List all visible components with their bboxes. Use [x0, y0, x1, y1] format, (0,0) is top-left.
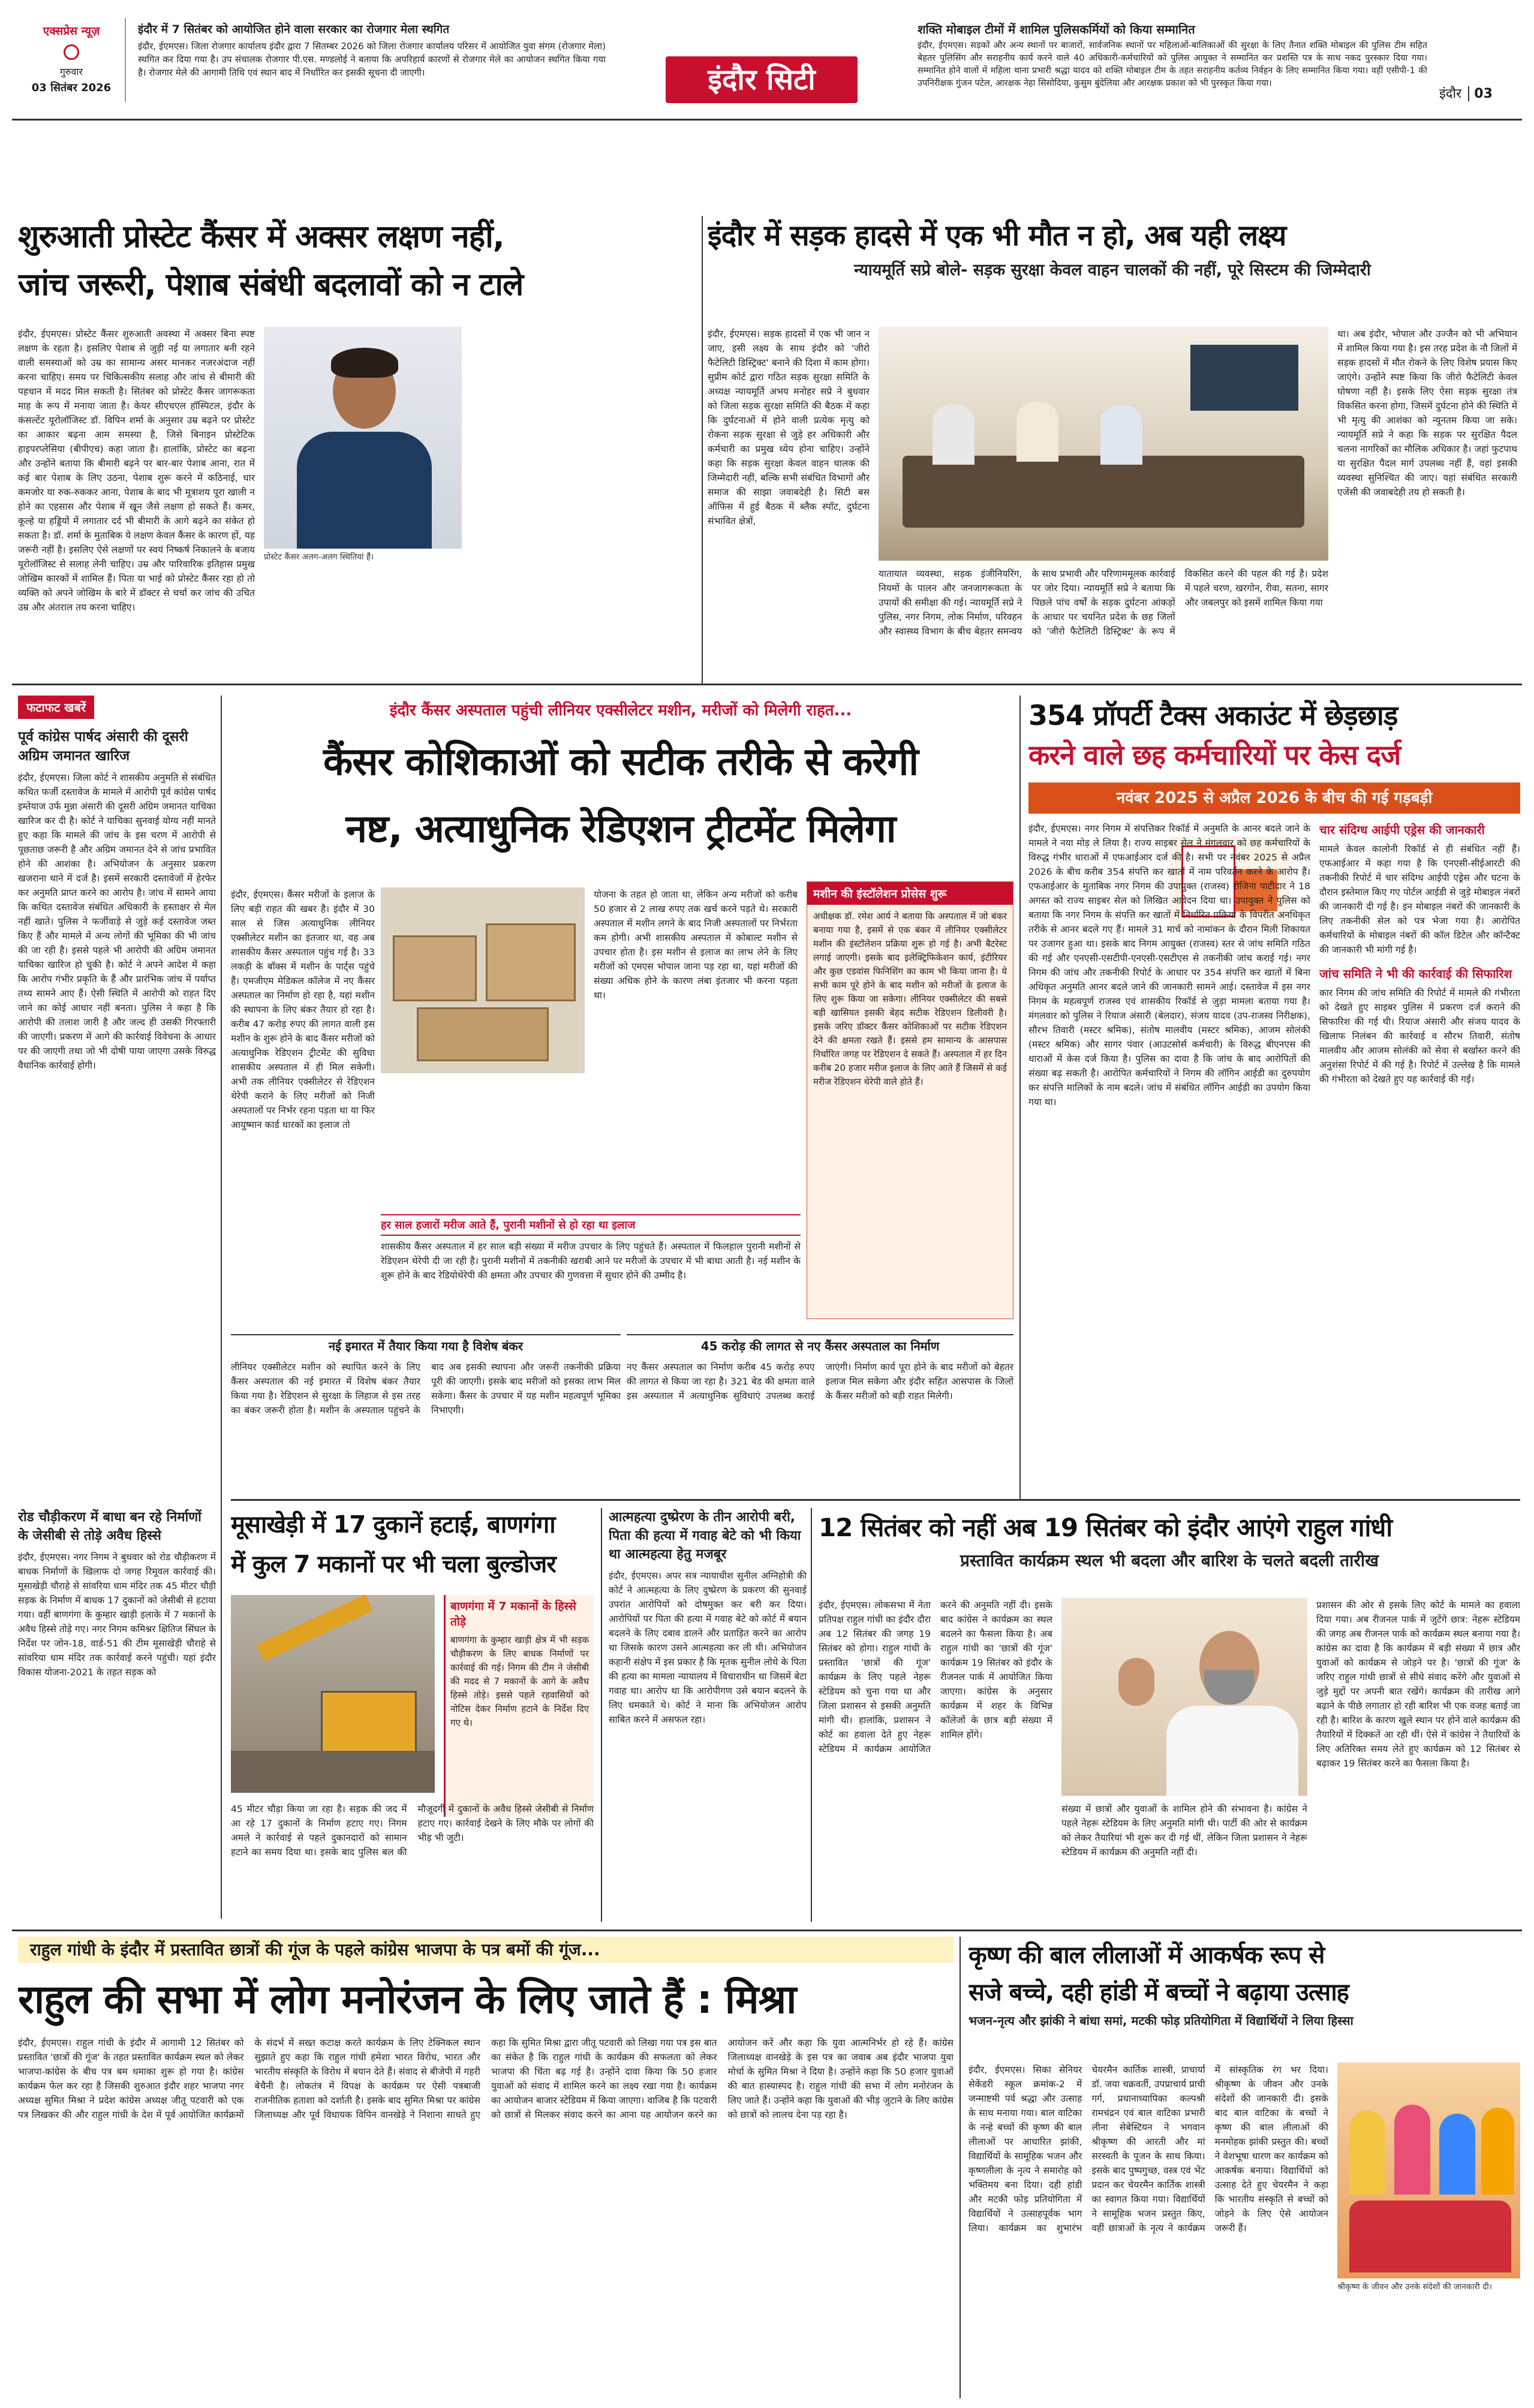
tax-side-h2: जांच समिति ने भी की कार्रवाई की सिफारिश: [1319, 967, 1512, 981]
krishna-headline-line2: सजे बच्चे, दही हांडी में बच्चों ने बढ़ाया उत्साह: [968, 1979, 1349, 2006]
linac-kicker: इंदौर कैंसर अस्पताल पहुंची लीनियर एक्सीलेटर मशीन, मरीजों को मिलेगी राहत...: [389, 702, 852, 720]
fatafat-body: इंदौर, ईएमएस। जिला कोर्ट ने शासकीय अनुमति से संबंधित कथित फर्जी दस्तावेज के मामले में आरोपी पूर्व कांग्रेस पार्षद इम्तेयाज उर्फ मुन्ना अंसारी की दूसरी अग्रिम जमानत याचिका खारिज कर दी है। कोर्ट ने याचिका सुनवाई योग्य नहीं मानते हुए कहा कि मामले की जांच के इस चरण में आरोपी से पूछताछ जरूरी है और अग्रिम जमानत देने से जांच प्रभावित होने की आशंका है। अभियोजन के अनुसार प्रकरण खजराना थाने में दर्ज है। इसमें सरकारी दस्तावेजों में हेरफेर कर अनुमति प्राप्त करने का आरोप है। जांच में सामने आया कि कथित दस्तावेज संबंधित अधिकारी के हस्ताक्षर से मेल नहीं खाते। पुलिस ने फर्जीवाड़े से जुड़े कई दस्तावेज जब्त किए हैं और मामले में अन्य लोगों की भूमिका की भी जांच की जा रही है। इससे पहले भी आरोपी की अग्रिम जमानत याचिका खारिज हो चुकी है। कोर्ट ने अपने आदेश में कहा कि आरोप गंभीर प्रकृति के हैं और प्रारंभिक जांच में पर्याप्त तथ्य सामने आए हैं। ऐसी स्थिति में आरोपी को राहत दिए जाने का कोई आधार नहीं बनता। पुलिस ने कहा है कि आरोपी की तलाश जारी है और जल्द ही उसकी गिरफ्तारी की जाएगी। प्रकरण में आगे की कार्रवाई विवेचना के आधार पर की जाएगी तथा जो भी दोषी पाया जाएगा उसके विरुद्ध वैधानिक कार्रवाई होगी।: [18, 772, 216, 1071]
ring-body: इंदौर, ईएमएस। नगर निगम ने बुधवार को रोड चौड़ीकरण में बाधक निर्माणों के खिलाफ दो जगह रिमूवल कार्रवाई की। मूसाखेड़ी चौराहे से सांवरिया धाम मंदिर तक 45 मीटर चौड़ी सड़क के निर्माण में बाधक 17 दुकानों को जेसीबी से हटाया गया। वहीं बाणगंगा के कुम्हार खाड़ी इलाके में 7 मकानों के अवैध हिस्से तोड़े गए। नगर निगम कमिश्नर क्षितिज सिंघल के निर्देश पर जोन-18, वार्ड-51 की टीम मूसाखेड़ी चौराहे से सांवरिया धाम मंदिर तक कार्रवाई करने पहुंची। यहां इंदौर विकास योजना-2021 के तहत सड़क को: [18, 1552, 216, 1678]
rahul2-body: इंदौर, ईएमएस। राहुल गांधी के इंदौर में आगामी 12 सितंबर को प्रस्तावित 'छात्रों की गूंज' के तहत प्रस्तावित कार्यक्रम स्थल को लेकर भाजपा-कांग्रेस के बीच पत्र बम धमाका शुरू हो गया है। कांग्रेस कार्यक्रम फेल कर रहा है जिसकी शुरुआत इंदौर शहर भाजपा नगर अध्यक्ष सुमित मिश्रा ने प्रदेश कांग्रेस अध्यक्ष जीतू पटवारी को एक पत्र लिखकर की और राहुल गांधी के देश में पूर्व आयोजित कार्यक्रमों के संदर्भ में सख्त कटाक्ष करते कार्यक्रम के लिए टेक्निकल स्थान सुझाते हुए कहा कि राहुल गांधी हमेशा भारत विरोध, भारत और भारतीय संस्कृति के विरोध में बयान देते हैं। संवाद से बीजेपी में गहरी बेचैनी है। लोकतंत्र में विपक्ष के कार्यक्रम पर ऐसी पत्रबाजी राजनीतिक हताशा को दर्शाती है। इसके बाद सुमित मिश्रा पर कांग्रेस जिलाध्यक्ष और पूर्व विधायक विपिन वानखेड़े ने निशाना साधते हुए कहा कि सुमित मिश्रा द्वारा जीतू पटवारी को लिखा गया पत्र इस बात का संकेत है कि राहुल गांधी के कार्यक्रम की सफलता को लेकर भाजपा की चिंता बढ़ गई है। उन्होंने दावा किया कि 50 हजार युवाओं को संवाद में शामिल करने का लक्ष्य रखा गया है। कार्यक्रम का आयोजन बाजार स्टेडियम में किया जाएगा। वाजिब है कि पटवारी को छात्रों से मिलकर संवाद करने का आना यह आयोजन करने का आयोजन करें और कहा कि युवा आत्मनिर्भर हो रहे हैं। कांग्रेस जिलाध्यक्ष वानखेड़े के इस पत्र का जवाब अब इंदौर भाजपा युवा मोर्चा के सुमित मिश्रा ने दिया है। उन्होंने कहा कि 50 हजार युवाओं की बात हास्यास्पद है। राहुल गांधी की सभा में लोग मनोरंजन के लिए जाते हैं। उन्होंने कहा कि युवाओं की भीड़ जुटाने के लिए कांग्रेस को छात्रों को लालच देना पड़ रहा है।: [18, 2037, 954, 2120]
tax-headline: [1028, 696, 1520, 779]
rahul1-body-right: प्रशासन की ओर से इसके लिए कोर्ट के मामले का हवाला दिया गया। अब रीजनल पार्क में जुटेंगे छात्र: नेहरू स्टेडियम की जगह अब रीजनल पार्क को कार्यक्रम स्थल बनाया गया है। कांग्रेस का दावा है कि कार्यक्रम में बड़ी संख्या में छात्र और युवाओं को कार्यक्रम से जोड़ने पर है। 'छात्रों की गूंज' के जरिए राहुल गांधी छात्रों से सीधे संवाद करेंगे और युवाओं से जुड़े मुद्दों पर अपनी बात रखेंगे। कार्यक्रम की तारीख आगे बढ़ाने के पीछे लगातार हो रही बारिश भी एक वजह बताई जा रही है। बारिश के कारण खुले स्थान पर होने वाले कार्यक्रम की तैयारियों में दिक्कतें आ रही थीं। ऐसे में कांग्रेस ने तैयारियों के लिए अतिरिक्त समय लेते हुए कार्यक्रम को 12 सितंबर से बढ़ाकर 19 सितंबर करने का फैसला किया है।: [1316, 1600, 1520, 1769]
rahul1-body-left: इंदौर, ईएमएस। लोकसभा में नेता प्रतिपक्ष राहुल गांधी का इंदौर दौरा अब 12 सितंबर की जगह 19 सितंबर को होगा। राहुल गांधी के प्रस्तावित 'छात्रों की गूंज' कार्यक्रम के लिए पहले नेहरू स्टेडियम को चुना गया था और जिला प्रशासन से इसकी अनुमति मांगी थी। हालांकि, प्रशासन ने कोर्ट का हवाला देते हुए नेहरू स्टेडियम में कार्यक्रम आयोजित करने की अनुमति नहीं दी। इसके बाद कांग्रेस ने कार्यक्रम का स्थल बदलने का फैसला किया है। अब राहुल गांधी का 'छात्रों की गूंज' कार्यक्रम 19 सितंबर को इंदौर के रीजनल पार्क में आयोजित किया जाएगा। कांग्रेस के अनुसार कार्यक्रम में शहर के विभिन्न कॉलेजों के छात्र बड़ी संख्या में शामिल होंगे।: [819, 1600, 1052, 1754]
ring-headline: रोड चौड़ीकरण में बाधा बन रहे निर्माणों के जेसीबी से तोड़े अवैध हिस्से: [18, 1510, 201, 1543]
tax-side-h1: चार संदिग्ध आईपी एड्रेस की जानकारी: [1319, 823, 1485, 837]
rahul2-divider: [959, 1937, 961, 2398]
brand-icon: [64, 44, 79, 60]
bulldozer-photo: [231, 1595, 435, 1793]
bulldozer-body: [321, 1691, 417, 1757]
linac-band1-body: शासकीय कैंसर अस्पताल में हर साल बड़ी संख्या में मरीज उपचार के लिए पहुंचते हैं। अस्पताल में फिलहाल पुरानी मशीनों से रेडिएशन थेरेपी दी जा रही है। पुरानी मशीनों में तकनीकी खराबी आने पर मरीजों के उपचार में भी बाधा आती है। नई मशीन के शुरू होने के बाद रेडियोथेरेपी की क्षमता और उपचार की गुणवत्ता में सुधार होने की उम्मीद है।: [381, 1241, 801, 1281]
rubble: [231, 1751, 435, 1793]
folio-city: इंदौर: [1439, 86, 1462, 101]
prostate-body-b: [474, 327, 696, 672]
prostate-divider: [702, 216, 703, 684]
rahul1-right: [1316, 1598, 1520, 1922]
doctor-hair: [331, 348, 398, 378]
musa-headline-line1: मूसाखेड़ी में 17 दुकानें हटाई, बाणगंगा: [231, 1511, 555, 1539]
top-left-body: इंदौर, ईएमएस। जिला रोजगार कार्यालय इंदौर द्वारा 7 सितम्बर 2026 को जिला रोजगार कार्यालय परिसर में आयोजित युवा संगम (रोजगार मेला) स्थगित कर दिया गया है। उप संचालक रोजगार पी.एस. मण्डलोई ने बताया कि अपरिहार्य कारणों से रोजगार मेले का आयोजन स्थगित किया गया है। रोजगार मेले की आगामी तिथि एवं स्थान बाद में निर्धारित कर इसकी सूचना दी जाएगी।: [138, 41, 606, 78]
rahul-hand: [1118, 1658, 1154, 1706]
krishna-photo: [1337, 2063, 1520, 2278]
prostate-headline: [18, 213, 696, 315]
child-2: [1394, 2105, 1430, 2195]
masthead-brand-box: [18, 18, 126, 102]
tax-band: नवंबर 2025 से अप्रैल 2026 के बीच की गई गड़बड़ी: [1028, 782, 1520, 814]
masthead-city-box: [624, 22, 900, 112]
krishna-headline: [968, 1937, 1520, 2057]
masthead-rule: [12, 119, 1522, 121]
road-meeting-photo: [879, 327, 1328, 561]
road-body-mid: यातायात व्यवस्था, सड़क इंजीनियरिंग, नियमों के पालन और जनजागरूकता के उपायों की समीक्षा की गई। न्यायमूर्ति सप्रे ने पुलिस, नगर निगम, लोक निर्माण, परिवहन और स्वास्थ्य विभाग के बीच बेहतर समन्वय के साथ प्रभावी और परिणाममूलक कार्रवाई पर जोर दिया। न्यायमूर्ति सप्रे ने बताया कि पिछले पांच वर्षों के सड़क दुर्घटना आंकड़ों के आधार पर चयनित प्रदेश के छह जिलों को 'जीरो फैटेलिटी डिस्ट्रिक्ट' के रूप में विकसित करने की पहल की गई है। प्रदेश में पहले चरण, खरगोन, रीवा, सतना, सागर और जबलपुर को इसमें शामिल किया गया: [879, 568, 1328, 637]
child-row-2: [1349, 2201, 1511, 2272]
linac-body-a: इंदौर, ईएमएस। कैंसर मरीजों के इलाज के लिए बड़ी राहत की खबर है। इंदौर में 30 साल से जिस अत्याधुनिक लीनियर एक्सीलेटर मशीन का इंतजार था, वह अब शासकीय कैंसर अस्पताल पहुंच गई है। 33 लकड़ी के बॉक्स में मशीन के पार्ट्स पहुंचे हैं। एमजीएम मेडिकल कॉलेज में नए कैंसर अस्पताल का निर्माण हो रहा है, यहां मशीन की स्थापना के लिए बंकर तैयार हो रहा है। करीब 47 करोड़ रुपए की लागत वाली इस मशीन के शुरू होने के बाद कैंसर मरीजों को अत्याधुनिक रेडिएशन ट्रीटमेंट की सुविधा शासकीय अस्पताल में ही मिल सकेगी। अभी तक लीनियर एक्सीलेटर से रेडिएशन थेरेपी कराने के लिए मरीजों को निजी अस्पतालों पर निर्भर रहना पड़ता था या फिर आयुष्मान कार्ड धारकों का इलाज तो: [231, 889, 375, 1130]
tax-side-b1: मामले केवल कालोनी रिकॉर्ड से ही संबंधित नहीं हैं। एफआईआर में कहा गया है कि एनएसी-सीईआरटी की तकनीकी रिपोर्ट में चार संदिग्ध आईपी एड्रेस और घटना के दौरान इस्तेमाल किए गए पोर्टल आईडी से जुड़े मोबाइल नंबरों की जानकारी दी गई है। इन मोबाइल नंबरों की जानकारी के लिए तकनीकी सेल को पत्र भेजा गया है। आरोपित कर्मचारियों के मोबाइल नंबरों की कॉल डिटेल और कॉन्टैक्ट की जानकारी भी मांगी गई है।: [1319, 844, 1520, 955]
tax-side-b2: कार निगम की जांच समिति की रिपोर्ट में मामले की गंभीरता को देखते हुए साइबर पुलिस में प्रकरण दर्ज कराने की सिफारिश की गई थी। रियाज अंसारी और संजय यादव के खिलाफ निलंबन की कार्रवाई व सौरभ तिवारी, संतोष मालवीय और आजम सोलंकी को सेवा से बर्खास्त करने की अनुशंसा रिपोर्ट में की गई है। रिपोर्ट में उल्लेख है कि मामले की गंभीरता को देखते हुए यह कार्रवाई की गई।: [1319, 988, 1520, 1085]
linac-box-body: अधीक्षक डॉ. रमेश आर्य ने बताया कि अस्पताल में जो बंकर बनाया गया है, इसमें से एक बंकर में लीनियर एक्सीलेटर मशीन की इंस्टॉलेशन प्रक्रिया शुरू हो गई है। अभी बैटरेस्ट लगाई जाएगी। इसके बाद इलेक्ट्रिफिकेशन कार्य, इंटीरियर और कुछ एडवांस फिनिशिंग का काम भी किया जाना है। ये सभी काम पूरे होने के बाद मशीन को मरीजों के इलाज के लिए शुरू किया जा सकेगा। लीनियर एक्सीलेटर की सबसे बड़ी खासियत इसकी बेहद सटीक रेडिएशन डिलीवरी है। इसके जरिए डॉक्टर कैंसर कोशिकाओं पर सटीक रेडिएशन देने की क्षमता रखते हैं। इससे हम सामान्य के आसपास निर्धारित जगह पर रेडिएशन दे सकते हैं। अस्पताल में हर दिन करीब 20 हजार मरीज इलाज के लिए आते हैं जिसमें से कई मरीज रेडिएशन थेरेपी वाले होते हैं।: [813, 911, 1007, 1087]
section1-rule: [12, 684, 1522, 685]
fatafat-headline: पूर्व कांग्रेस पार्षद अंसारी की दूसरी अग्रिम जमानत खारिज: [18, 729, 188, 764]
doctor-body: [297, 432, 432, 549]
suicide-column: [609, 1508, 807, 1922]
musa-box: [444, 1595, 594, 1817]
rahul2-headline: राहुल की सभा में लोग मनोरंजन के लिए जाते हैं : मिश्रा: [18, 1976, 796, 2022]
folio-page: 03: [1468, 86, 1493, 101]
rahul-body: [1166, 1706, 1298, 1796]
linac-install-box: [807, 881, 1013, 1319]
child-1: [1349, 2111, 1385, 2195]
child-4: [1481, 2108, 1514, 2195]
section2-rule: [231, 1499, 1520, 1501]
linac-headline: [231, 729, 1010, 872]
rahul-beard: [1204, 1670, 1255, 1705]
linac-band1: [381, 1214, 801, 1328]
top-right-news: [918, 22, 1427, 112]
rahul1-body-mid: संख्या में छात्रों और युवाओं के शामिल होने की संभावना है। कांग्रेस ने पहले नेहरू स्टेडियम के लिए अनुमति मांगी थी। पार्टी की ओर से कार्यक्रम को लेकर तैयारियां भी शुरू कर दी गई थीं, लेकिन जिला प्रशासन ने नेहरू स्टेडियम में कार्यक्रम की अनुमति नहीं दी।: [1061, 1804, 1307, 1858]
section3-rule: [12, 1930, 1522, 1931]
doctor-photo: [264, 327, 462, 549]
krishna-subhead: भजन-नृत्य और झांकी ने बांधा समां, मटकी फोड़ प्रतियोगिता में विद्यार्थियों ने लिया हिस्सा: [968, 2013, 1353, 2028]
meeting-screen: [1190, 345, 1298, 411]
linac-band3-title: 45 करोड़ की लागत से नए कैंसर अस्पताल का निर्माण: [627, 1334, 1013, 1356]
linac-headline-line1: कैंसर कोशिकाओं को सटीक तरीके से करेगी: [323, 740, 918, 784]
ring-column: [18, 1508, 216, 1928]
meeting-person-1: [933, 405, 974, 465]
prostate-headline-line1: शुरुआती प्रोस्टेट कैंसर में अक्सर लक्षण नहीं,: [18, 219, 504, 255]
rahul2-kicker: राहुल गांधी के इंदौर में प्रस्तावित छात्रों की गूंज के पहले कांग्रेस भाजपा के पत्र बमों की गूंज...: [18, 1937, 954, 1963]
crate-1: [393, 935, 477, 1001]
top-left-headline: इंदौर में 7 सितंबर को आयोजित होने वाला सरकार का रोजगार मेला स्थगित: [138, 23, 450, 36]
road-body-right: था। अब इंदौर, भोपाल और उज्जैन को भी अभियान में शामिल किया गया है। इस तरह प्रदेश के नौ जिलों में सड़क हादसों में मौत रोकने के लिए विशेष प्रयास किए जाएंगे। उन्होंने स्पष्ट किया कि जीरो फैटेलिटी केवल घोषणा नहीं है। इसके लिए ऐसा सड़क सुरक्षा तंत्र विकसित करना होगा, जिसमें दुर्घटना होने की स्थिति में भी मृत्यु की आशंका को न्यूनतम किया जा सके। न्यायमूर्ति सप्रे ने कहा कि सड़क पर सुरक्षित पैदल चलना नागरिकों का मौलिक अधिकार है। जहां फुटपाथ या सुरक्षित पैदल मार्ग उपलब्ध नहीं हैं, वहां इसकी व्यवस्था सुनिश्चित की जाए। यहां संबंधित सरकारी एजेंसी की जवाबदेही तय हो सकती है।: [1337, 329, 1517, 498]
linac-band3-body: नए कैंसर अस्पताल का निर्माण करीब 45 करोड़ रुपए की लागत से किया जा रहा है। 321 बेड की क्षमता वाले इस अस्पताल में अत्याधुनिक सुविधाएं उपलब्ध कराई जाएंगी। निर्माण कार्य पूरा होने के बाद मरीजों को बेहतर इलाज मिल सकेगा और इंदौर सहित आसपास के जिलों के कैंसर मरीजों को बड़ी राहत मिलेगी।: [627, 1362, 1013, 1401]
fatafat-divider: [221, 696, 222, 1919]
meeting-person-2: [1016, 402, 1058, 462]
linac-body-b: योजना के तहत हो जाता था, लेकिन अन्य मरीजों को करीब 50 हजार से 2 लाख रुपए तक खर्च करने पड़ते थे। सरकारी अस्पताल में मशीन लगने के बाद निजी अस्पतालों पर निर्भरता कम होगी। अभी शासकीय अस्पताल में कोबाल्ट मशीन से उपचार होता है। इस मशीन से इलाज का लाभ लेने के लिए मरीजों को एमएस भोपाल जाना पड़ रहा था, यहां मरीजों की संख्या अधिक होने के कारण लंबा इंतजार भी करना पड़ता था।: [594, 889, 798, 1001]
meeting-table: [903, 456, 1304, 528]
suicide-body: इंदौर, ईएमएस। अपर सत्र न्यायाधीश सुनील अग्निहोत्री की कोर्ट ने आत्महत्या के लिए दुष्प्रेरण के प्रकरण की सुनवाई उपरांत आरोपियों को दोषमुक्त कर बरी कर दिया। आरोपियों पर पिता की हत्या में गवाह बेटे को कोर्ट में बयान बदलने के लिए दबाव डालने और प्रताड़ित करने का आरोप था जिसके कारण उसने आत्महत्या कर ली थी। अभियोजन कहानी संक्षेप में इस प्रकार है कि मृतक सुनील लोधे के पिता की हत्या का मामला न्यायालय में विचाराधीन था जिसमें बेटा गवाह था। आरोप था कि आरोपीगण उसे बयान बदलने के लिए धमकाते थे। कोर्ट ने माना कि अभियोजन आरोप साबित करने में असफल रहा।: [609, 1570, 807, 1725]
linac-band1-title: हर साल हजारों मरीज आते हैं, पुरानी मशीनों से हो रहा था इलाज: [381, 1214, 801, 1236]
tax-body: इंदौर, ईएमएस। नगर निगम में संपत्तिकर रिकॉर्ड में अनुमति के आनर बदले जाने के मामले ने नया मोड़ ले लिया है। राज्य साइबर सेल ने मंगलवार को छह कर्मचारियों के विरुद्ध गंभीर धाराओं में एफआईआर दर्ज की है। सभी पर नवंबर 2025 से अप्रैल 2026 के बीच करीब 354 संपत्ति कर खातों में नाम परिवर्तन करने के आरोप हैं। एफआईआर के मुताबिक नगर निगम की उपायुक्त (राजस्व) रोजिना पाटीदार ने 18 अगस्त को राज्य साइबर सेल को लिखित आवेदन दिया था। उपायुक्त ने पुलिस को बताया कि नगर निगम के संपत्ति कर खातों में निर्धारित प्रक्रिया के विपरीत अनधिकृत तरीके से आनर बदले गए हैं। मामले 31 मार्च को नामांकन के दौरान मिली शिकायत पर उजागर हुआ था। इसके बाद निगम आयुक्त (राजस्व) स्तर से जांच समिति गठित की गई और एनएसी-एसटीपी-एनएसी-एसटीएस से तकनीकी जांच कराई गई। नगर निगम की जांच और तकनीकी रिपोर्ट के आधार पर 354 संपत्ति कर खातों में बिना अधिकृत अनुमति आनर बदले जाने की जानकारी सामने आई। दस्तावेज में इस नगर निगम के महत्वपूर्ण राजस्व एवं शासकीय रिकॉर्ड से जुड़ा मामला बताया गया है। मंगलवार को पुलिस ने रियाज अंसारी (बेलदार), संजय यादव (उप-राजस्व निरीक्षक), सौरभ तिवारी (मस्टर श्रमिक), संतोष मालवीय (मस्टर श्रमिक), आजम सोलंकी (मस्टर श्रमिक) और सागर पंवार (आउटसोर्स कर्मचारी) के विरुद्ध बीएनएस की धाराओं में केस दर्ज किया है। पुलिस का दावा है कि जांच के बाद आरोपितों की संख्या बढ़ सकती है। आरोपित कर्मचारियों ने निगम की लॉगिन आईडी का दुरुपयोग कर संपत्ति मालिकों के नाम बदले। जांच में संबंधित लॉगिन आईडी का उपयोग किया गया था।: [1028, 823, 1310, 1107]
linac-band2-body: लीनियर एक्सीलेटर मशीन को स्थापित करने के लिए कैंसर अस्पताल की नई इमारत में विशेष बंकर तैयार किया गया है। रेडिएशन से सुरक्षा के लिहाज से इस तरह का बंकर जरूरी होता है। मशीन के अस्पताल पहुंचने के बाद अब इसकी स्थापना और जरूरी तकनीकी प्रक्रिया पूरी की जाएगी। इसके बाद मरीजों को इसका लाभ मिल सकेगा। कैंसर के उपचार में यह मशीन महत्वपूर्ण भूमिका निभाएगी।: [231, 1362, 621, 1416]
prostate-body-a: इंदौर, ईएमएस। प्रोस्टेट कैंसर शुरुआती अवस्था में अक्सर बिना स्पष्ट लक्षण के रहता है। इसलिए पेशाब से जुड़ी नई या लगातार बनी रहने वाली समस्याओं को उम्र का सामान्य असर मानकर नजरअंदाज नहीं करना चाहिए। समय पर चिकित्सकीय सलाह और जांच से बीमारी की पहचान में मदद मिल सकती है। सितंबर को प्रोस्टेट कैंसर जागरूकता माह के रूप में मनाया जाता है। केयर सीएचएल हॉस्पिटल, इंदौर के कंसल्टेंट यूरोलॉजिस्ट डॉ. विपिन शर्मा के अनुसार उम्र बढ़ने पर प्रोस्टेट का आकार बढ़ना आम समस्या है, जिसे बिनाइन प्रोस्टेटिक हाइपरप्लेसिया (बीपीएच) कहा जाता है। हालांकि, प्रोस्टेट का बढ़ना और उन्होंने बताया कि बीमारी बढ़ने पर बार-बार पेशाब आना, रात में कई बार पेशाब के लिए उठना, पेशाब शुरू करने में कठिनाई, धार कमजोर या रुक-रुककर आना, पेशाब के बाद भी मूत्राशय पूरा खाली न होने का एहसास और पेशाब में खून जैसे लक्षण हो सकते हैं। कमर, कूल्हे या हड्डियों में लगातार दर्द भी बीमारी के आगे बढ़ने का संकेत हो सकता है। डॉ. शर्मा के मुताबिक ये लक्षण केवल कैंसर के कारण हों, यह जरूरी नहीं है। इसलिए ऐसे लक्षणों पर स्वयं निष्कर्ष निकालने के बजाय यूरोलॉजिस्ट से सलाह लेनी चाहिए। उम्र और पारिवारिक इतिहास प्रमुख जोखिम कारकों में शामिल हैं। पिता या भाई को प्रोस्टेट कैंसर रहा हो तो व्यक्ति को अपने जोखिम के बारे में डॉक्टर से चर्चा कर जांच की उचित उम्र और अंतराल तय करना चाहिए।: [18, 329, 255, 613]
bulldozer-arm: [257, 1595, 373, 1661]
issue-date: 03 सितंबर 2026: [31, 82, 112, 94]
meeting-person-3: [1100, 405, 1142, 465]
musa-box-body: बाणगंगा के कुम्हार खाड़ी क्षेत्र में भी सड़क चौड़ीकरण के लिए बाधक निर्माणों पर कार्रवाई की गई। निगम की टीम ने जेसीबी की मदद से 7 मकानों के आगे के अवैध हिस्से तोड़े। इससे पहले रहवासियों को नोटिस देकर निर्माण हटाने के निर्देश दिए गए थे।: [450, 1635, 589, 1728]
linac-band2-title: नई इमारत में तैयार किया गया है विशेष बंकर: [231, 1334, 621, 1356]
suicide-headline: आत्महत्या दुष्प्रेरण के तीन आरोपी बरी, पिता की हत्या में गवाह बेटे को भी किया था आत्महत्या हेतु मजबूर: [609, 1510, 801, 1562]
musa-headline: [231, 1505, 597, 1589]
suicide-divider: [811, 1508, 812, 1922]
linac-boxes-photo: [381, 887, 585, 1073]
road-headline-block: [708, 213, 1517, 321]
crate-3: [417, 1007, 549, 1061]
krishna-caption: श्रीकृष्ण के जीवन और उनके संदेशों की जानकारी दी।: [1337, 2282, 1492, 2292]
rahul1-headline: 12 सितंबर को नहीं अब 19 सितंबर को इंदौर आएंगे राहुल गांधी: [819, 1513, 1392, 1542]
rahul1-headline-block: [819, 1508, 1520, 1586]
child-3: [1439, 2114, 1475, 2195]
linac-headline-line2: नष्ट, अत्याधुनिक रेडिएशन ट्रीटमेंट मिलेगा: [345, 807, 896, 851]
issue-day: गुरुवार: [59, 66, 83, 77]
linac-box-title: मशीन की इंस्टॉलेशन प्रोसेस शुरू: [807, 882, 1013, 905]
rahul-photo: [1061, 1598, 1307, 1796]
krishna-headline-line1: कृष्ण की बाल लीलाओं में आकर्षक रूप से: [968, 1942, 1325, 1969]
city-title: इंदौर सिटी: [666, 56, 858, 103]
page-folio: [1439, 84, 1523, 108]
linac-tax-divider: [1019, 696, 1021, 1499]
linac-band2: [231, 1334, 621, 1490]
top-right-body: इंदौर, ईएमएस। सड़कों और अन्य स्थानों पर बाजारों, सार्वजनिक स्थानों पर महिलाओं-बालिकाओं की सुरक्षा के लिए तैनात शक्ति मोबाइल की पुलिस टीम सहित बेहतर पुलिसिंग और सराहनीय कार्य करने वाले 40 अधिकारी-कर्मचारियों को पुलिस आयुक्त ने सम्मानित कर प्रशस्ति पत्र के साथ नकद पुरस्कार दिया गया। सम्मानित होने वालों में महिला थाना प्रभारी श्रद्धा यादव को शक्ति मोबाइल टीम के तहत सराहनीय कर्तव्य निर्वहन के लिए सम्मानित किया गया। वहीं एसीपी-1 की उपनिरीक्षक गुंजन पटेल, आरक्षक नेहा सिसोदिया, कुसुम बुंदेलिया और आरक्षक प्रकाश को भी पुरस्कृत किया गया।: [918, 41, 1427, 88]
tax-sidebar: [1319, 821, 1520, 1487]
musa-headline-line2: में कुल 7 मकानों पर भी चला बुल्डोजर: [231, 1551, 556, 1578]
road-body-left: इंदौर, ईएमएस। सड़क हादसों में एक भी जान न जाए, इसी लक्ष्य के साथ इंदौर को 'जीरो फैटेलिटी डिस्ट्रिक्ट' बनाने की दिशा में काम होगा। सुप्रीम कोर्ट द्वारा गठित सड़क सुरक्षा समिति के अध्यक्ष न्यायमूर्ति अभय मनोहर सप्रे ने बुधवार को जिला सड़क सुरक्षा समिति की बैठक में कहा कि दुर्घटनाओं में होने वाली प्रत्येक मृत्यु को रोकना सड़क सुरक्षा से जुड़े हर अधिकारी और कर्मचारी का प्रमुख ध्येय होना चाहिए। उन्होंने कहा कि सड़क सुरक्षा केवल वाहन चालक की जिम्मेदारी नहीं, बल्कि सभी संबंधित विभागों और समाज की साझा जवाबदेही है। सिटी बस ऑफिस में हुई बैठक में ब्लैक स्पॉट, दुर्घटना संभावित क्षेत्रों,: [708, 329, 870, 526]
prostate-headline-line2: जांच जरूरी, पेशाब संबंधी बदलावों को न टाले: [18, 267, 524, 303]
musa-box-title: बाणगंगा में 7 मकानों के हिस्से तोड़े: [450, 1600, 576, 1629]
tax-headline-line2: करने वाले छह कर्मचारियों पर केस दर्ज: [1028, 739, 1401, 771]
linac-band3: [627, 1334, 1013, 1490]
doctor-caption: प्रोस्टेट कैंसर अलग-अलग स्थितियां हैं।: [264, 552, 374, 562]
krishna-body: इंदौर, ईएमएस। सिका सेनियर सेकेंडरी स्कूल क्रमांक-2 में जन्माष्टमी पर्व श्रद्धा और उत्साह के साथ मनाया गया। बाल वाटिका के नन्हे बच्चों की कृष्ण की बाल लीलाओं पर आधारित झांकी, विद्यार्थियों के सामूहिक भजन और कृष्णलीला के नृत्य ने समारोह को भक्तिमय बना दिया। दही हांडी और मटकी फोड़ प्रतियोगिता में विद्यार्थियों ने उत्साहपूर्वक भाग लिया। कार्यक्रम का शुभारंभ चेयरमैन कार्तिक शास्त्री, प्राचार्या डॉ. जया चक्रवर्ती, उपप्राचार्य प्राची गर्ग, प्रधानाध्यापिका कल्पश्री रामचंद्रन एवं बाल वाटिका प्रभारी लीना सेबेस्टियन ने भगवान श्रीकृष्ण की आरती और मां सरस्वती के पूजन के साथ किया। इसके बाद पुष्पगुच्छ, वस्त्र एवं भेंट प्रदान कर चेयरमैन कार्तिक शास्त्री का स्वागत किया गया। विद्यार्थियों ने सामूहिक भजन प्रस्तुत किए, वहीं छात्राओं के नृत्य ने कार्यक्रम में सांस्कृतिक रंग भर दिया। श्रीकृष्ण के जीवन और उनके संदेशों की जानकारी दी। इसके बाद बाल वाटिका के बच्चों ने कृष्ण की बाल लीलाओं की मनमोहक झांकी प्रस्तुत की। बच्चों ने वेशभूषा धारण कर कार्यक्रम को आकर्षक बनाया। विद्यार्थियों को उत्साह देते हुए चेयरमैन ने कहा कि भारतीय संस्कृति से बच्चों को जोड़ने के लिए ऐसे आयोजन जरूरी हैं।: [968, 2064, 1328, 2234]
road-subhead: न्यायमूर्ति सप्रे बोले- सड़क सुरक्षा केवल वाहन चालकों की नहीं, पूरे सिस्टम की जिम्मेदारी: [854, 261, 1371, 279]
musa-body: 45 मीटर चौड़ा किया जा रहा है। सड़क की जद में आ रहे 17 दुकानों के निर्माण हटाए गए। निगम अमले ने कार्रवाई से पहले दुकानदारों को सामान हटाने का समय दिया था। इसके बाद पुलिस बल की मौजूदगी में दुकानों के अवैध हिस्से जेसीबी से निर्माण हटाए गए। कार्रवाई देखने के लिए मौके पर लोगों की भीड़ भी जुटी।: [231, 1804, 594, 1858]
crate-2: [486, 923, 576, 1001]
musa-divider: [601, 1508, 602, 1922]
top-right-headline: शक्ति मोबाइल टीमों में शामिल पुलिसकर्मियों को किया सम्मानित: [918, 22, 1195, 37]
tax-headline-line1: 354 प्रॉपर्टी टैक्स अकाउंट में छेड़छाड़: [1028, 699, 1398, 732]
road-headline: इंदौर में सड़क हादसे में एक भी मौत न हो, अब यही लक्ष्य: [708, 219, 1286, 252]
top-left-news: [138, 22, 606, 106]
rahul1-subhead: प्रस्तावित कार्यक्रम स्थल भी बदला और बारिश के चलते बदली तारीख: [960, 1551, 1379, 1570]
brand-name: एक्सप्रेस न्यूज़: [43, 25, 100, 38]
fatafat-label: फटाफट खबरें: [18, 696, 94, 719]
